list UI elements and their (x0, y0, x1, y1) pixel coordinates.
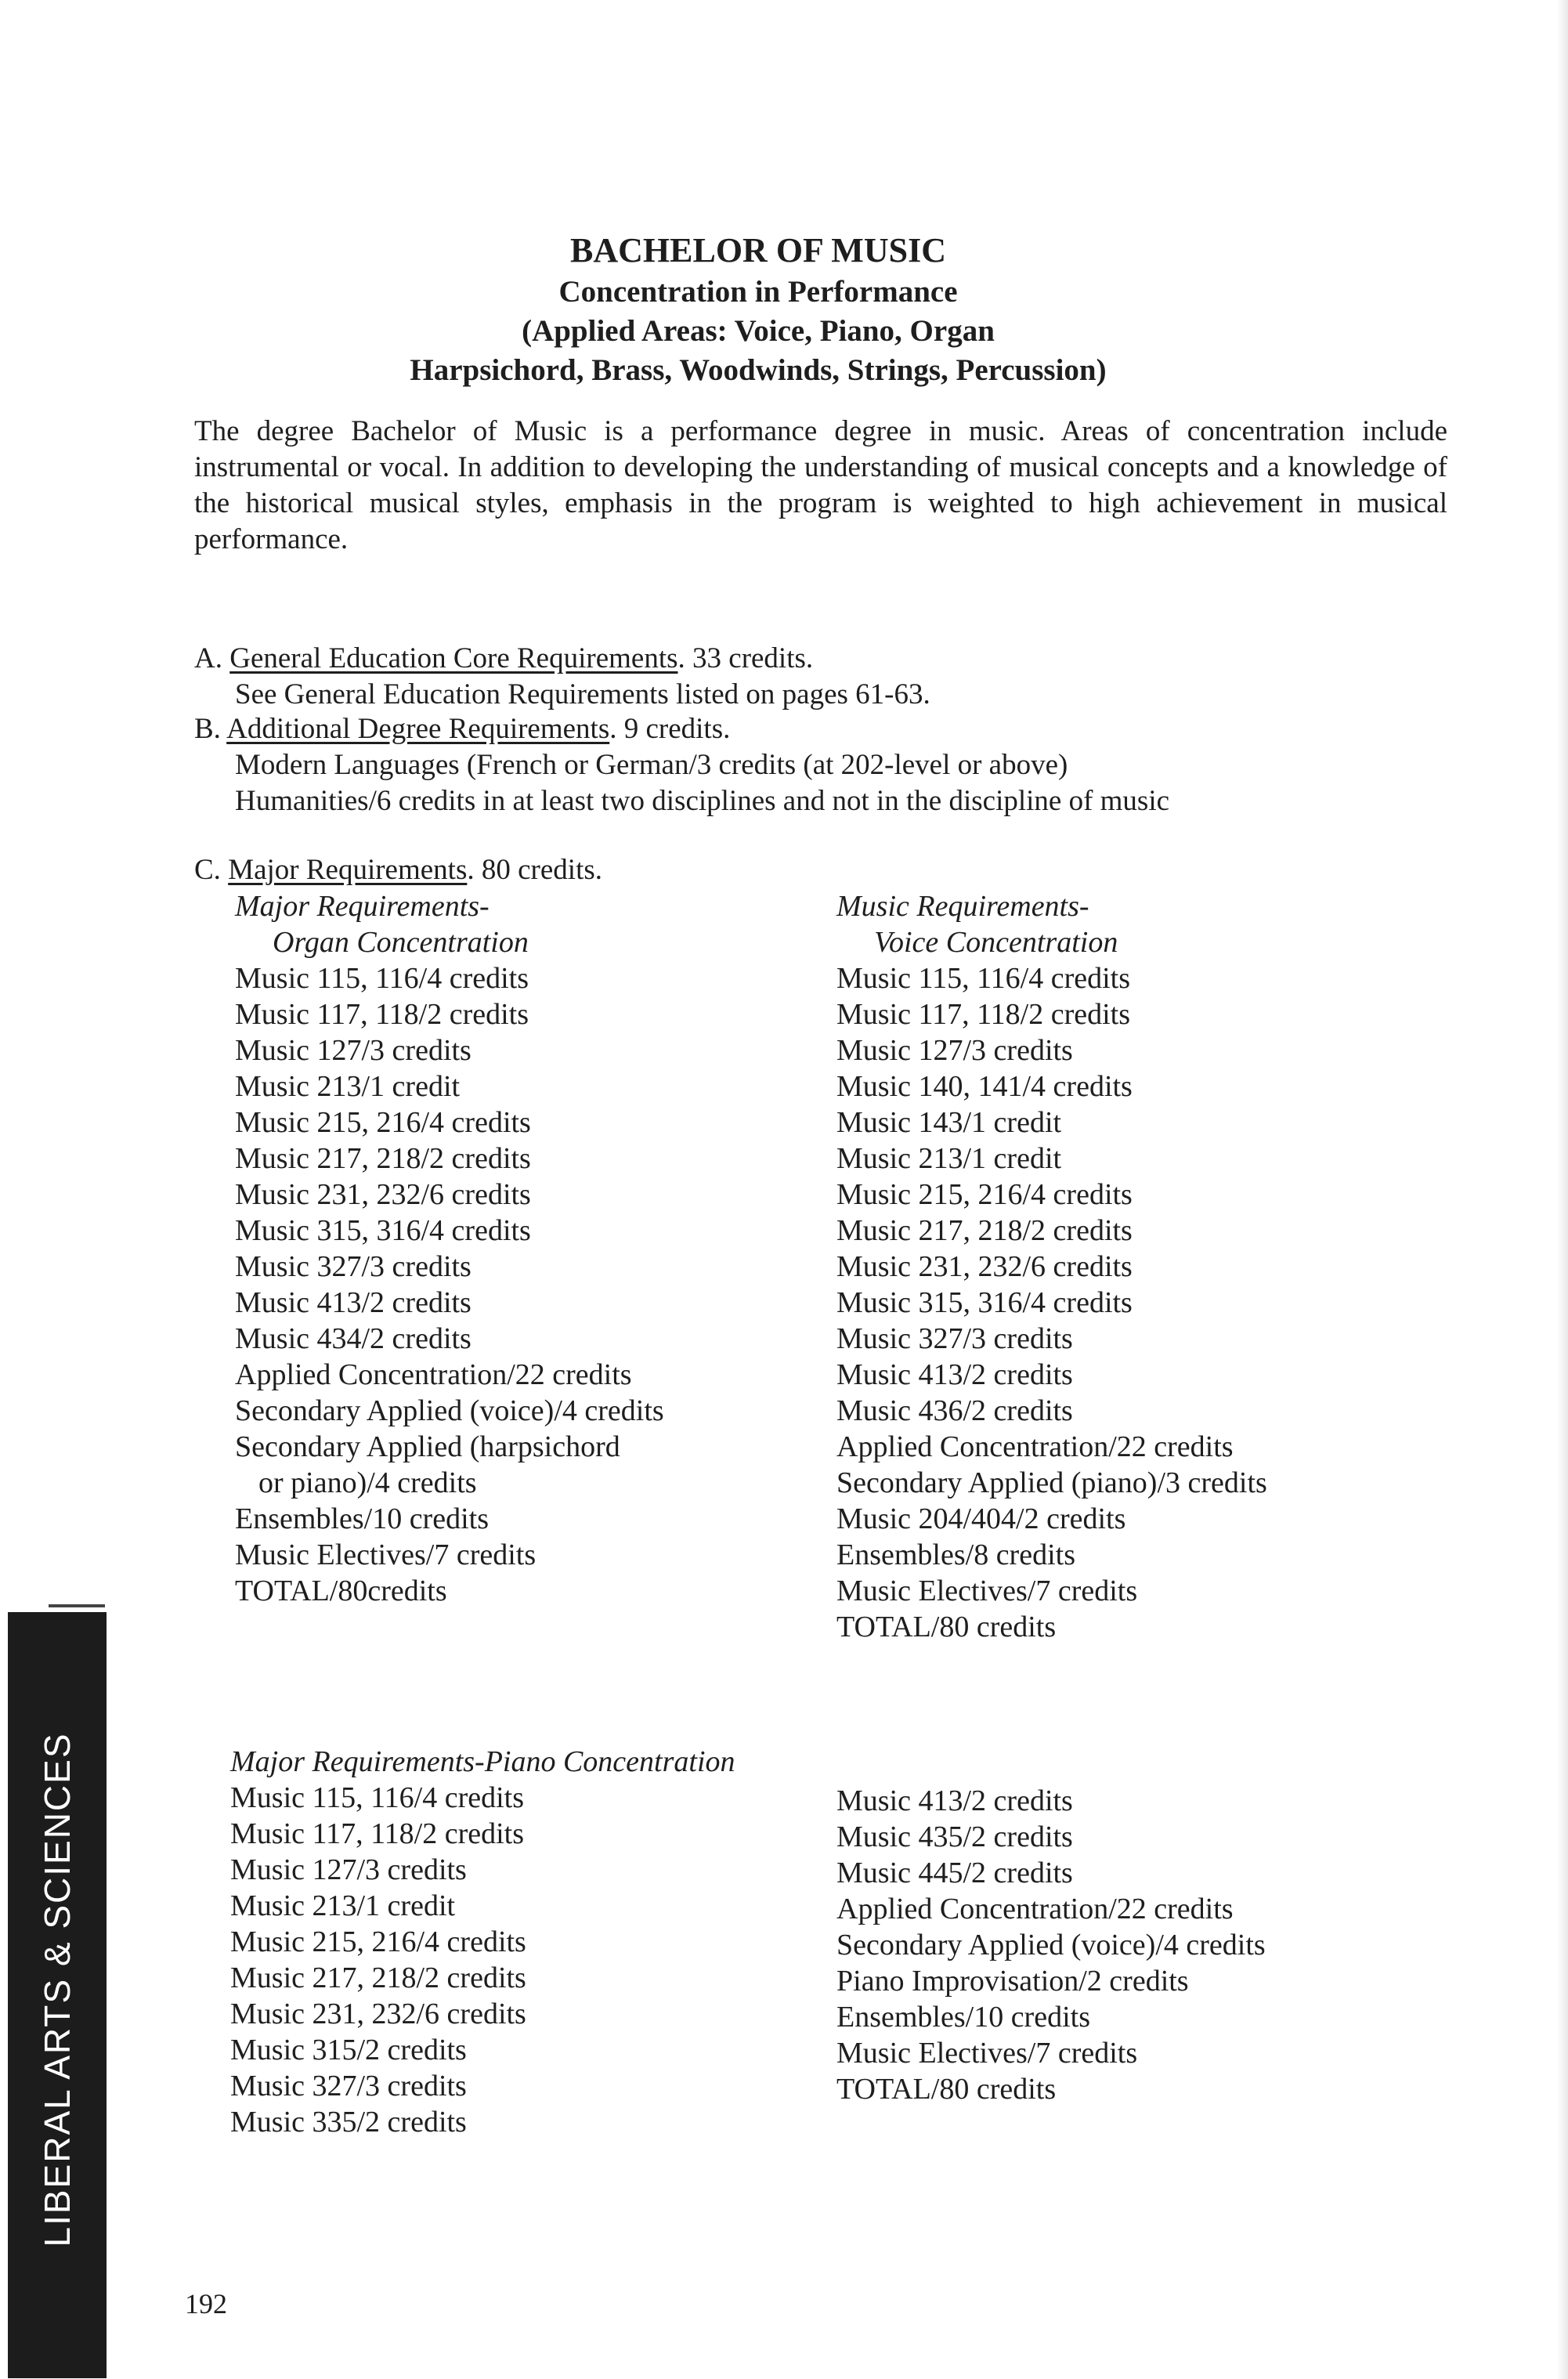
voice-heading-2: Voice Concentration (874, 926, 1118, 959)
section-a-credits: . 33 credits. (677, 642, 814, 674)
list-item: Music 434/2 credits (235, 1322, 471, 1355)
section-c-letter: C. (194, 854, 221, 886)
piano-heading: Major Requirements-Piano Concentration (230, 1745, 735, 1778)
list-item: Music 213/1 credit (235, 1070, 461, 1103)
list-item: Music 413/2 credits (836, 1358, 1073, 1391)
applied-areas-line-1: (Applied Areas: Voice, Piano, Organ (522, 314, 995, 348)
list-item: Music 215, 216/4 credits (230, 1925, 526, 1958)
list-item: Music Electives/7 credits (235, 1538, 537, 1571)
list-item: Music Electives/7 credits (836, 1575, 1138, 1607)
list-item: Music 231, 232/6 credits (235, 1178, 531, 1211)
list-item: Music 115, 116/4 credits (235, 962, 529, 995)
list-item: Music 127/3 credits (235, 1034, 471, 1067)
list-item: Music 413/2 credits (836, 1784, 1073, 1817)
intro-paragraph: The degree Bachelor of Music is a performance degree in music. Areas of concentration include instrumental or vocal. In addition to developing the understanding of musical concepts and a knowledge of the historical musical styles, emphasis in the program is weighted to high achievement in musical performance. (194, 415, 1447, 555)
list-item: Secondary Applied (harpsichord (235, 1430, 620, 1463)
list-item: Music 213/1 credit (836, 1142, 1062, 1175)
section-b-letter: B. (194, 713, 221, 745)
list-item: Secondary Applied (voice)/4 credits (235, 1394, 664, 1427)
section-b-line-2: Humanities/6 credits in at least two disciplines and not in the discipline of music (235, 785, 1170, 817)
list-item: Music 215, 216/4 credits (836, 1178, 1133, 1211)
list-item: or piano)/4 credits (258, 1466, 477, 1499)
list-item: Music 117, 118/2 credits (235, 998, 529, 1031)
list-item: Music 115, 116/4 credits (230, 1781, 525, 1814)
piano-concentration-list-right (836, 1783, 1266, 2107)
list-item: Ensembles/8 credits (836, 1538, 1075, 1571)
list-item: Music 115, 116/4 credits (836, 962, 1131, 995)
sidebar-label: LIBERAL ARTS & SCIENCES (37, 1732, 78, 2247)
title-block (0, 229, 1516, 390)
list-item: Music 335/2 credits (230, 2106, 467, 2139)
list-item: Piano Improvisation/2 credits (836, 1965, 1189, 1998)
list-item: Music 217, 218/2 credits (230, 1961, 526, 1994)
list-item: Music 436/2 credits (836, 1394, 1073, 1427)
section-c (194, 852, 602, 888)
list-item: Music 327/3 credits (836, 1322, 1073, 1355)
list-item: Music 204/404/2 credits (836, 1502, 1126, 1535)
page-title: BACHELOR OF MUSIC (570, 231, 946, 269)
voice-concentration-list (836, 888, 1267, 1645)
list-item: Music 127/3 credits (230, 1853, 467, 1886)
list-item: Music 217, 218/2 credits (836, 1214, 1133, 1247)
list-item: Ensembles/10 credits (235, 1502, 489, 1535)
page-number: 192 (185, 2288, 227, 2319)
section-c-heading: Major Requirements (228, 854, 468, 886)
section-b-heading: Additional Degree Requirements (226, 713, 610, 745)
list-item: Music 143/1 credit (836, 1106, 1062, 1139)
list-item: TOTAL/80credits (235, 1575, 447, 1607)
list-item: Music 117, 118/2 credits (230, 1817, 525, 1850)
list-item: Music 315/2 credits (230, 2034, 467, 2066)
section-a-letter: A. (194, 642, 222, 674)
list-item: Music 327/3 credits (235, 1250, 471, 1283)
page-edge-shadow (1557, 0, 1568, 2379)
list-item: Music Electives/7 credits (836, 2037, 1138, 2070)
list-item: Music 140, 141/4 credits (836, 1070, 1133, 1103)
section-b-credits: . 9 credits. (609, 713, 731, 745)
organ-concentration-list (235, 888, 664, 1609)
list-item: Music 217, 218/2 credits (235, 1142, 531, 1175)
section-b (194, 711, 1169, 819)
list-item: Music 215, 216/4 credits (235, 1106, 531, 1139)
section-a-line: See General Education Requirements listed on pages 61-63. (235, 678, 930, 710)
list-item: Music 213/1 credit (230, 1889, 456, 1922)
section-a (194, 641, 930, 713)
list-item: Applied Concentration/22 credits (235, 1358, 632, 1391)
list-item: Secondary Applied (voice)/4 credits (836, 1929, 1266, 1961)
applied-areas-line-2: Harpsichord, Brass, Woodwinds, Strings, Percussion) (410, 353, 1107, 387)
list-item: Music 231, 232/6 credits (230, 1998, 526, 2030)
organ-heading-1: Major Requirements- (235, 890, 490, 923)
piano-concentration-list-left (230, 1744, 735, 2140)
list-item: TOTAL/80 credits (836, 2073, 1057, 2106)
section-b-line-1: Modern Languages (French or German/3 credits (at 202-level or above) (235, 749, 1068, 781)
list-item: Music 127/3 credits (836, 1034, 1073, 1067)
list-item: Music 435/2 credits (836, 1820, 1073, 1853)
page-subtitle: Concentration in Performance (558, 275, 958, 309)
organ-heading-2: Organ Concentration (273, 926, 529, 959)
list-item: Music 315, 316/4 credits (836, 1286, 1133, 1319)
list-item: Music 231, 232/6 credits (836, 1250, 1133, 1283)
list-item: Secondary Applied (piano)/3 credits (836, 1466, 1267, 1499)
list-item: Music 445/2 credits (836, 1857, 1073, 1889)
list-item: Music 315, 316/4 credits (235, 1214, 531, 1247)
list-item: Music 117, 118/2 credits (836, 998, 1131, 1031)
section-c-credits: . 80 credits. (467, 854, 602, 886)
section-a-heading: General Education Core Requirements (229, 642, 678, 674)
sidebar-tick (49, 1604, 105, 1607)
list-item: Music 327/3 credits (230, 2070, 467, 2102)
list-item: Applied Concentration/22 credits (836, 1893, 1234, 1925)
list-item: TOTAL/80 credits (836, 1611, 1057, 1643)
list-item: Applied Concentration/22 credits (836, 1430, 1234, 1463)
list-item: Ensembles/10 credits (836, 2001, 1090, 2034)
voice-heading-1: Music Requirements- (836, 890, 1089, 923)
list-item: Music 413/2 credits (235, 1286, 471, 1319)
